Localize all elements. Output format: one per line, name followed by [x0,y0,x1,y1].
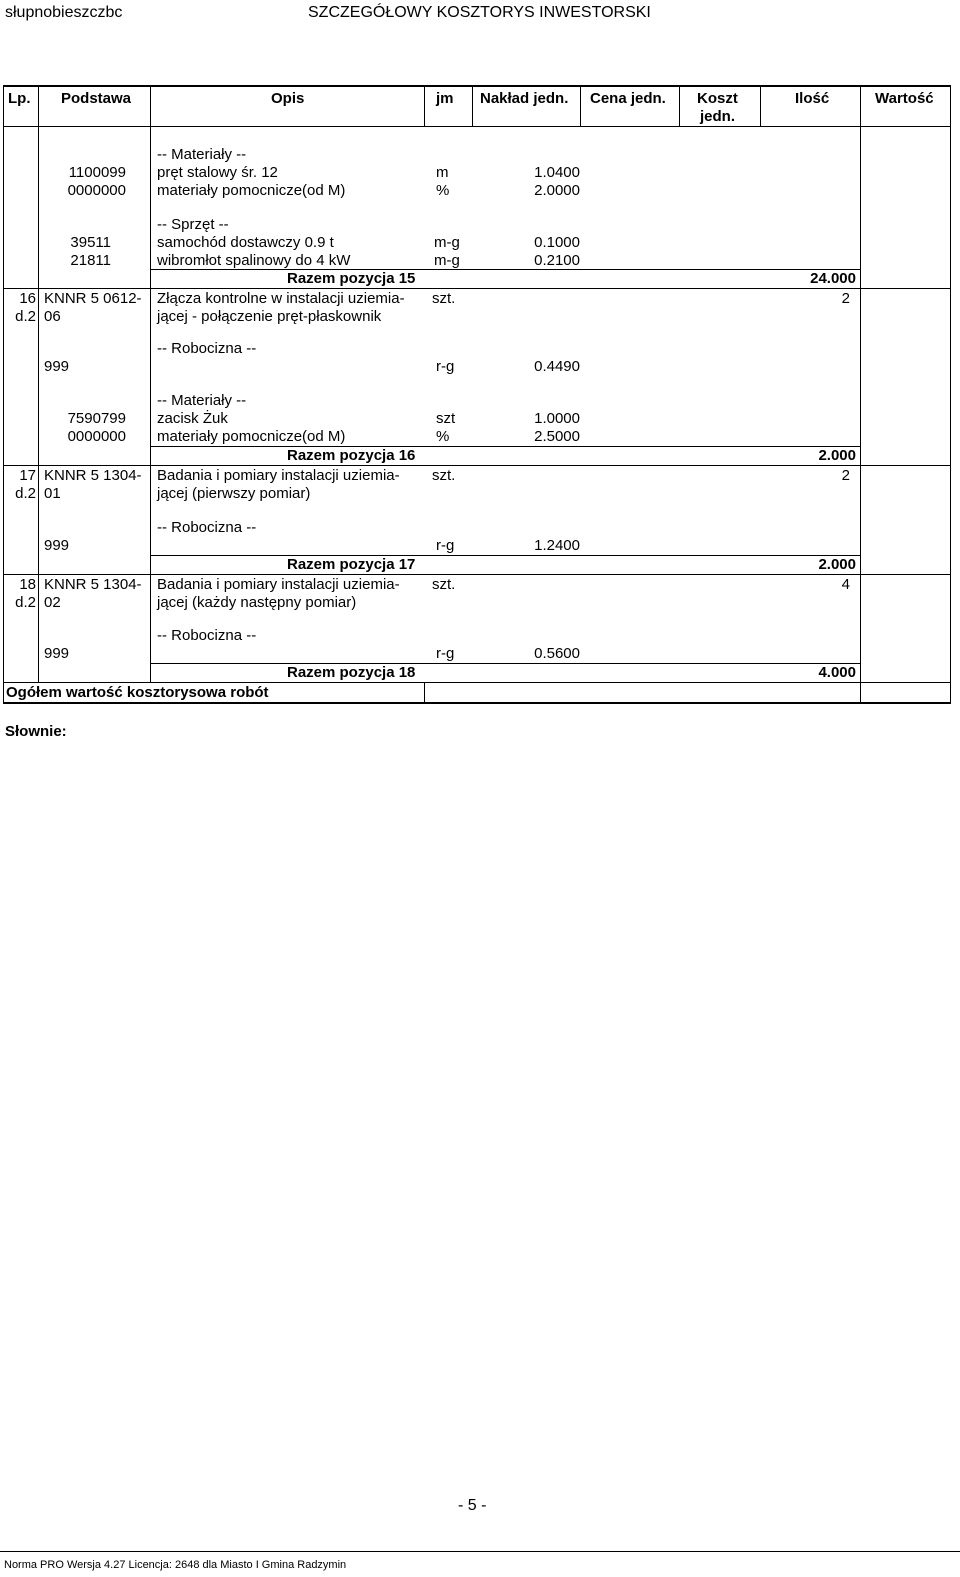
labour-section-title: -- Robocizna -- [157,519,257,536]
position-description: Badania i pomiary instalacji uziemia- [157,576,400,593]
total-separator [150,269,860,270]
position-unit: szt. [432,290,456,307]
resource-unit: r-g [436,645,455,662]
position-total-value: 2.000 [818,447,856,464]
col-line-opis [424,85,425,127]
col-line-podstawa [150,85,151,682]
resource-norm: 1.0000 [534,410,580,427]
total-separator [150,446,860,447]
position-basis: KNNR 5 1304- [44,576,142,593]
position-basis-cont: 02 [44,594,61,611]
resource-desc: samochód dostawczy 0.9 t [157,234,334,251]
labour-section-title: -- Robocizna -- [157,340,257,357]
resource-unit: m-g [434,252,460,269]
row-separator [3,574,950,575]
resource-desc: materiały pomocnicze(od M) [157,182,346,199]
labour-section-title: -- Robocizna -- [157,627,257,644]
amount-in-words-label: Słownie: [5,723,67,740]
resource-code: 0000000 [67,428,126,445]
col-line-left [3,85,4,704]
footer-divider [0,1551,960,1552]
resource-unit: m-g [434,234,460,251]
position-number-suffix: d.2 [15,594,36,611]
col-header-ilosc: Ilość [795,90,830,107]
resource-desc: wibromłot spalinowy do 4 kW [157,252,351,269]
equipment-section-title: -- Sprzęt -- [157,216,229,233]
col-line-lp [38,85,39,682]
resource-desc: pręt stalowy śr. 12 [157,164,278,181]
resource-code: 0000000 [67,182,126,199]
position-description: Badania i pomiary instalacji uziemia- [157,467,400,484]
position-number: 18 [19,576,36,593]
resource-norm: 0.1000 [534,234,580,251]
row-separator [3,682,950,683]
resource-code: 1100099 [68,164,126,181]
resource-norm: 0.5600 [534,645,580,662]
resource-code: 999 [44,358,70,375]
materials-section-title: -- Materiały -- [157,392,247,409]
table-bottom-border [3,702,951,704]
position-unit: szt. [432,576,456,593]
grand-total-label: Ogółem wartość kosztorysowa robót [6,684,269,701]
position-total-value: 4.000 [818,664,856,681]
position-total-label: Razem pozycja 17 [287,556,416,573]
col-line-opis-bottom [424,683,425,703]
position-number-suffix: d.2 [15,308,36,325]
position-description-cont: jącej (każdy następny pomiar) [157,594,357,611]
position-total-label: Razem pozycja 16 [287,447,416,464]
col-header-jm: jm [436,90,454,107]
col-line-naklad [580,85,581,127]
col-header-wartosc: Wartość [875,90,934,107]
row-separator [3,288,950,289]
position-quantity: 2 [841,467,850,484]
col-header-cena: Cena jedn. [590,90,666,107]
position-total-value: 2.000 [818,556,856,573]
resource-unit: r-g [436,358,455,375]
resource-unit: m [436,164,449,181]
total-separator [150,663,860,664]
position-quantity: 2 [841,290,850,307]
position-basis: KNNR 5 0612- [44,290,142,307]
col-header-koszt-2: jedn. [700,108,736,125]
position-basis: KNNR 5 1304- [44,467,142,484]
resource-code: 21811 [70,252,111,269]
col-line-ilosc [860,85,861,704]
col-line-koszt [760,85,761,127]
col-header-opis: Opis [271,90,305,107]
position-description-cont: jącej (pierwszy pomiar) [157,485,311,502]
position-total-value: 24.000 [810,270,856,287]
position-basis-cont: 06 [44,308,61,325]
resource-norm: 0.4490 [534,358,580,375]
page-number: - 5 - [458,1497,487,1514]
resource-code: 999 [44,645,70,662]
resource-unit: szt [436,410,456,427]
position-number: 17 [19,467,36,484]
col-header-podstawa: Podstawa [61,90,132,107]
resource-norm: 1.2400 [534,537,580,554]
col-line-right [950,85,951,704]
footer-text: Norma PRO Wersja 4.27 Licencja: 2648 dla Miasto I Gmina Radzymin [4,1559,347,1571]
col-header-naklad: Nakład jedn. [480,90,569,107]
resource-norm: 1.0400 [534,164,580,181]
col-line-jm [472,85,473,127]
col-header-lp: Lp. [8,90,31,107]
position-description-cont: jącej - połączenie pręt-płaskownik [157,308,382,325]
resource-unit: % [436,182,450,199]
resource-code: 7590799 [67,410,126,427]
materials-section-title: -- Materiały -- [157,146,247,163]
resource-code: 39511 [70,234,111,251]
position-number: 16 [19,290,36,307]
position-total-label: Razem pozycja 15 [287,270,416,287]
position-basis-cont: 01 [44,485,61,502]
header-left: słupnobieszczbc [5,4,123,21]
resource-norm: 2.5000 [534,428,580,445]
position-total-label: Razem pozycja 18 [287,664,416,681]
resource-desc: zacisk Żuk [157,410,228,427]
resource-code: 999 [44,537,70,554]
resource-unit: r-g [436,537,455,554]
table-top-border [3,85,951,87]
total-separator [150,555,860,556]
position-description: Złącza kontrolne w instalacji uziemia- [157,290,405,307]
position-number-suffix: d.2 [15,485,36,502]
table-header-bottom-border [3,126,951,127]
position-unit: szt. [432,467,456,484]
resource-desc: materiały pomocnicze(od M) [157,428,346,445]
col-header-koszt: Koszt [697,90,738,107]
position-quantity: 4 [841,576,850,593]
resource-norm: 2.0000 [534,182,580,199]
col-line-cena [679,85,680,127]
resource-unit: % [436,428,450,445]
header-title: SZCZEGÓŁOWY KOSZTORYS INWESTORSKI [308,4,651,21]
row-separator [3,465,950,466]
resource-norm: 0.2100 [534,252,580,269]
